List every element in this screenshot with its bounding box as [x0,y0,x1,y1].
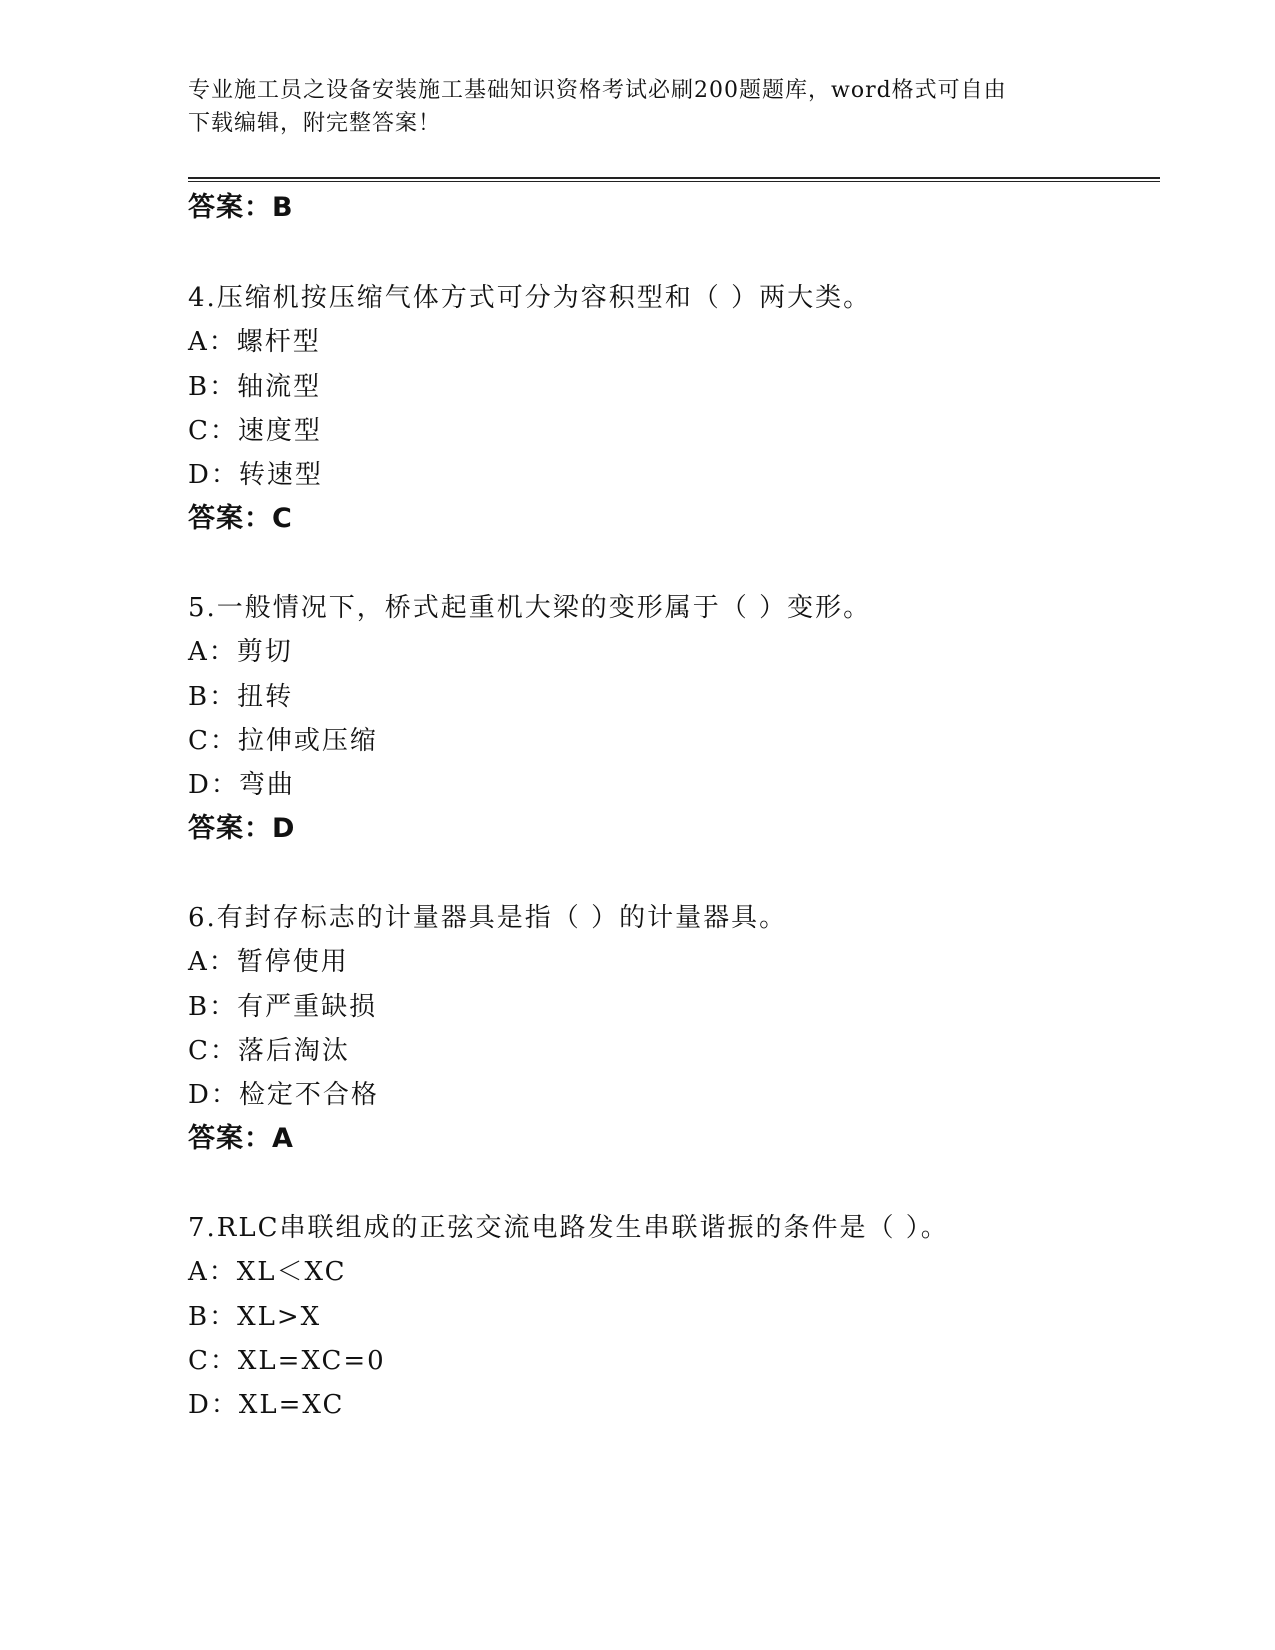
question-7-option-d: D：XL=XC [188,1390,345,1420]
question-7-option-a: A：XL＜XC [188,1257,347,1287]
question-5-option-b: B：扭转 [188,682,294,712]
question-5-option-a: A：剪切 [188,637,293,667]
question-4-option-a: A：螺杆型 [188,327,321,357]
question-4-option-c: C：速度型 [188,416,322,446]
question-5-option-c: C：拉伸或压缩 [188,726,378,756]
document-header [188,74,1088,140]
question-5: 5.一般情况下，桥式起重机大梁的变形属于（ ）变形。 [188,593,872,623]
question-6: 6.有封存标志的计量器具是指（ ）的计量器具。 [188,903,788,933]
question-6-option-b: B：有严重缺损 [188,992,378,1022]
question-6-option-a: A：暂停使用 [188,947,349,977]
header-line-2: 下载编辑，附完整答案！ [188,111,442,136]
question-6-option-c: C：落后淘汰 [188,1036,350,1066]
question-7-option-b: B：XL>X [188,1302,322,1332]
answer-q5: 答案：D [188,813,296,844]
answer-q6: 答案：A [188,1123,294,1154]
question-5-option-d: D：弯曲 [188,770,295,800]
question-7-option-c: C：XL=XC=0 [188,1346,386,1376]
answer-q4: 答案：C [188,503,293,534]
question-4-option-b: B：轴流型 [188,372,322,402]
header-divider [188,177,1160,182]
question-6-option-d: D：检定不合格 [188,1080,379,1110]
answer-q3: 答案：B [188,192,294,223]
question-4-option-d: D：转速型 [188,460,323,490]
question-4: 4.压缩机按压缩气体方式可分为容积型和（ ）两大类。 [188,283,872,313]
question-7: 7.RLC串联组成的正弦交流电路发生串联谐振的条件是（ ）。 [188,1213,949,1243]
header-line-1: 专业施工员之设备安装施工基础知识资格考试必刷200题题库，word格式可自由 [188,78,1007,103]
